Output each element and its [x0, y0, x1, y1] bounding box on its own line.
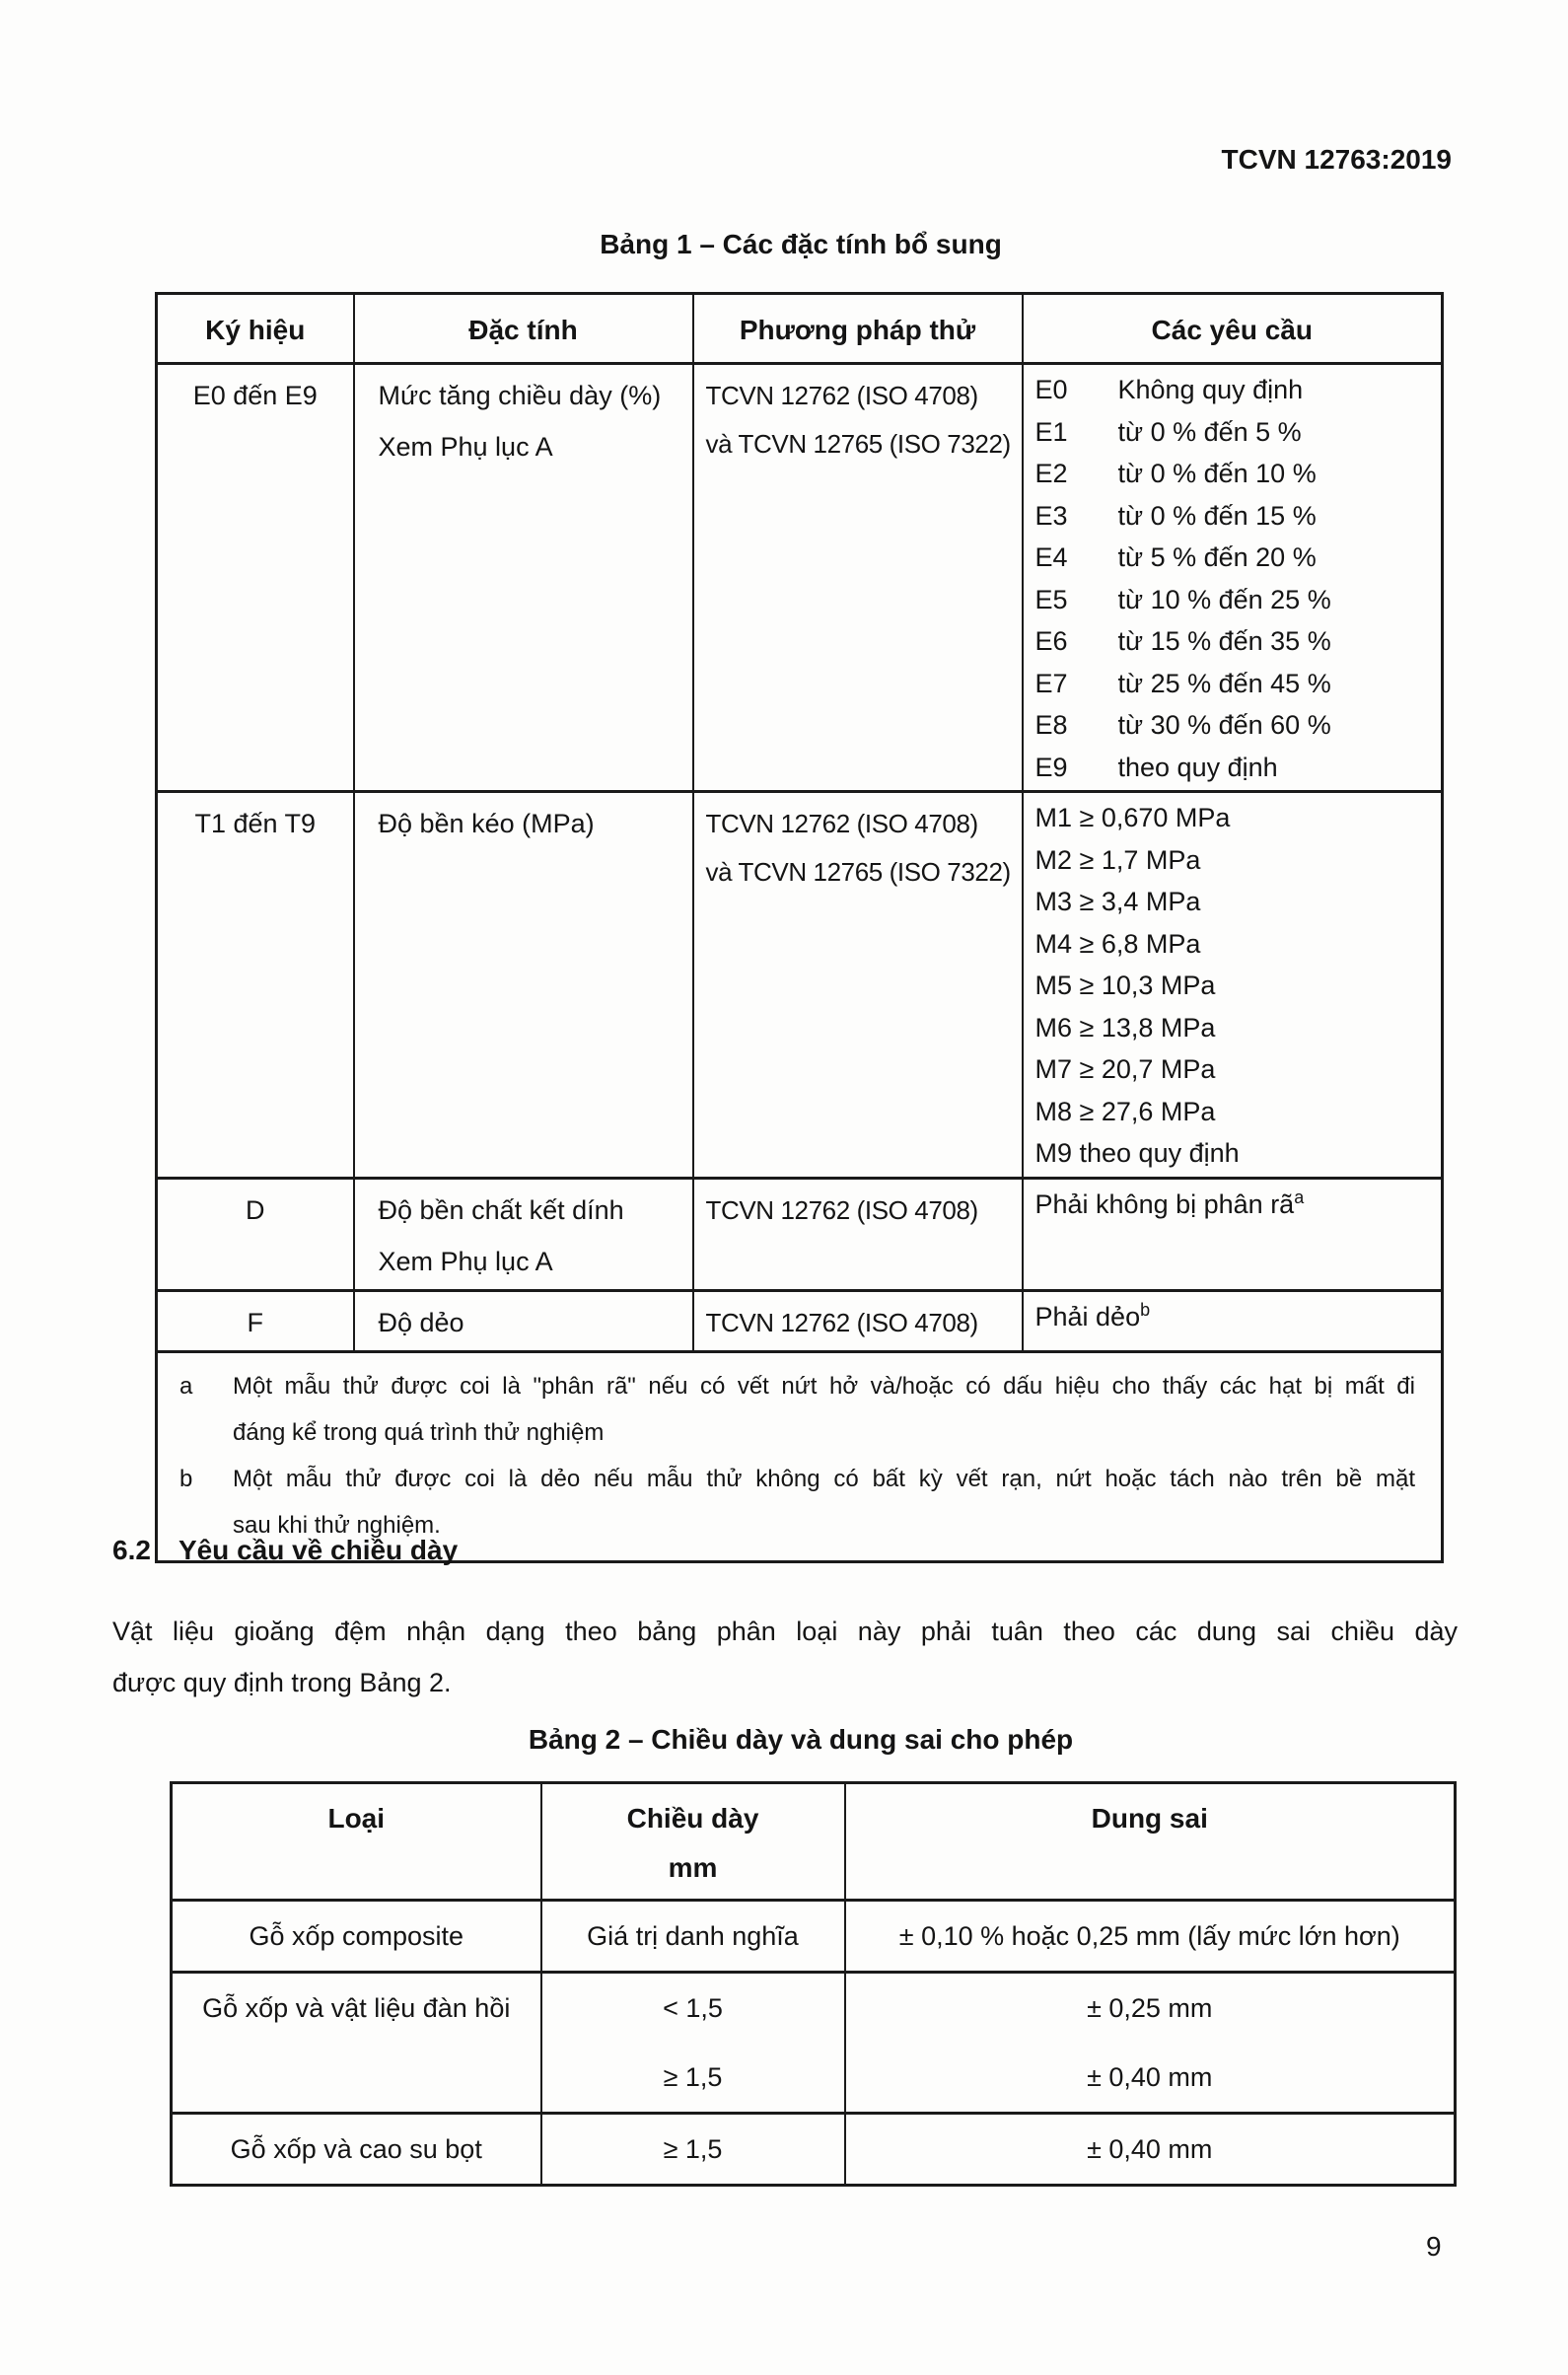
footnote-ref: a	[1294, 1187, 1305, 1207]
table-row	[172, 1973, 1456, 2114]
property-line: Độ dẻo	[378, 1307, 464, 1337]
requirement-item	[1035, 620, 1438, 663]
property-line: Mức tăng chiều dày (%)	[378, 381, 662, 410]
footnote-line: sau khi thử nghiệm.	[233, 1511, 441, 1539]
requirement-line: M1 ≥ 0,670 MPa	[1034, 803, 1231, 832]
body-paragraph	[112, 1606, 1458, 1708]
requirements-cell	[1023, 792, 1443, 1179]
thickness-cell	[541, 1901, 845, 1973]
tolerance-text: ± 0,40 mm	[1087, 2061, 1213, 2092]
method-cell	[693, 1178, 1023, 1290]
requirement-line: M9 theo quy định	[1034, 1138, 1240, 1168]
requirement-item	[1035, 704, 1438, 747]
requirement-line: M6 ≥ 13,8 MPa	[1034, 1012, 1216, 1043]
requirements-cell	[1023, 364, 1443, 792]
page-number: 9	[1426, 2231, 1442, 2262]
tolerance-cell	[845, 1973, 1456, 2114]
req-code: E9	[1034, 752, 1068, 782]
requirement-line: M5 ≥ 10,3 MPa	[1034, 971, 1216, 1000]
req-text: theo quy định	[1117, 752, 1278, 782]
method-cell	[693, 364, 1023, 792]
footnote-text	[233, 1363, 1415, 1456]
footnote-a	[179, 1363, 1415, 1456]
type-cell	[172, 2114, 541, 2186]
type-cell	[172, 1973, 541, 2114]
property-line: Xem Phụ lục A	[378, 1246, 553, 1276]
method-line: TCVN 12762 (ISO 4708)	[705, 1307, 978, 1337]
method-cell	[693, 1290, 1023, 1351]
footnote-line: Một mẫu thử được coi là "phân rã" nếu có vết nứt hở và/hoặc có dấu hiệu cho thấy các hạt bị mất đi	[233, 1372, 1415, 1400]
req-text: từ 0 % đến 10 %	[1117, 459, 1317, 488]
thickness-text: Giá trị danh nghĩa	[587, 1920, 799, 1951]
paragraph-line: được quy định trong Bảng 2.	[112, 1668, 452, 1697]
tolerance-cell	[845, 2114, 1456, 2186]
req-code: E7	[1034, 668, 1068, 698]
req-text: từ 25 % đến 45 %	[1117, 668, 1331, 698]
symbol-cell: F	[157, 1290, 354, 1351]
requirement-item	[1035, 453, 1438, 495]
type-text: Gỗ xốp và vật liệu đàn hồi	[202, 1992, 511, 2023]
table-row	[157, 1178, 1443, 1290]
table2-header-row	[172, 1783, 1456, 1901]
requirement-item	[1035, 411, 1438, 454]
table-row	[157, 1290, 1443, 1351]
table1-col-symbol: Ký hiệu	[157, 294, 354, 364]
type-text: Gỗ xốp và cao su bọt	[230, 2133, 482, 2164]
table-row	[172, 2114, 1456, 2186]
thickness-unit: mm	[668, 1852, 718, 1883]
property-line: Độ bền kéo (MPa)	[378, 809, 595, 838]
table2-col-type: Loại	[172, 1783, 541, 1901]
requirement-line: M8 ≥ 27,6 MPa	[1034, 1096, 1216, 1126]
property-cell	[354, 364, 693, 792]
requirement-line: M4 ≥ 6,8 MPa	[1034, 928, 1201, 959]
req-code: E2	[1034, 459, 1068, 488]
symbol-cell: D	[157, 1178, 354, 1290]
property-cell	[354, 1178, 693, 1290]
requirement-item	[1035, 369, 1438, 411]
req-text: từ 10 % đến 25 %	[1117, 584, 1331, 614]
tolerance-text: ± 0,10 % hoặc 0,25 mm (lấy mức lớn hơn)	[898, 1920, 1400, 1951]
section-heading	[112, 1535, 458, 1566]
footnote-ref: b	[1140, 1299, 1151, 1320]
standard-reference: TCVN 12763:2019	[1221, 144, 1452, 175]
footnote-marker: b	[179, 1465, 193, 1492]
table1-title: Bảng 1 – Các đặc tính bổ sung	[600, 229, 1002, 259]
paragraph-line: Vật liệu gioăng đệm nhận dạng theo bảng phân loại này phải tuân theo các dung sai chiều dày	[112, 1617, 1458, 1646]
thickness-label: Chiều dày	[626, 1803, 759, 1834]
property-cell	[354, 792, 693, 1179]
type-cell	[172, 1901, 541, 1973]
requirement-line	[1035, 1184, 1438, 1226]
method-line: TCVN 12762 (ISO 4708)	[705, 1194, 978, 1225]
table1-col-property: Đặc tính	[354, 294, 693, 364]
thickness-text: < 1,5	[663, 1992, 723, 2023]
footnote-line: Một mẫu thử được coi là dẻo nếu mẫu thử không có bất kỳ vết rạn, nứt hoặc tách nào trên bề mặt	[233, 1465, 1415, 1492]
requirement-line: M2 ≥ 1,7 MPa	[1034, 844, 1201, 875]
footnotes-cell	[157, 1351, 1443, 1561]
symbol-cell: T1 đến T9	[157, 792, 354, 1179]
table-row	[157, 364, 1443, 792]
tolerance-cell	[845, 1901, 1456, 1973]
table2-col-tolerance: Dung sai	[845, 1783, 1456, 1901]
req-code: E0	[1034, 375, 1068, 404]
req-text: từ 5 % đến 20 %	[1117, 542, 1317, 572]
requirement-item	[1035, 579, 1438, 621]
property-line: Độ bền chất kết dính	[378, 1194, 624, 1225]
req-code: E1	[1034, 416, 1068, 447]
thickness-text: ≥ 1,5	[663, 2133, 723, 2164]
req-text: Phải không bị phân rã	[1034, 1188, 1295, 1219]
type-text: Gỗ xốp composite	[249, 1920, 464, 1951]
table-row	[157, 792, 1443, 1179]
req-code: E3	[1034, 500, 1068, 531]
table2-col-thickness	[541, 1783, 845, 1901]
property-cell	[354, 1290, 693, 1351]
requirement-item	[1035, 747, 1438, 789]
req-code: E8	[1034, 710, 1068, 740]
requirements-cell	[1023, 1290, 1443, 1351]
req-text: Phải dẻo	[1034, 1301, 1141, 1331]
footnote-marker: a	[179, 1372, 193, 1400]
req-code: E6	[1034, 626, 1068, 656]
req-text: từ 15 % đến 35 %	[1117, 626, 1331, 656]
thickness-cell	[541, 1973, 845, 2114]
requirement-line	[1035, 1296, 1438, 1338]
requirement-line: M7 ≥ 20,7 MPa	[1034, 1054, 1216, 1084]
table1-additional-properties	[155, 292, 1444, 1563]
req-code: E5	[1034, 584, 1068, 614]
requirement-line: M3 ≥ 3,4 MPa	[1034, 887, 1201, 916]
symbol-cell: E0 đến E9	[157, 364, 354, 792]
req-text: từ 0 % đến 5 %	[1117, 416, 1302, 447]
req-code: E4	[1034, 542, 1068, 572]
req-text: từ 0 % đến 15 %	[1117, 500, 1317, 531]
table1-col-requirements: Các yêu cầu	[1023, 294, 1443, 364]
section-number: 6.2	[112, 1535, 151, 1565]
req-text: từ 30 % đến 60 %	[1117, 710, 1331, 740]
table2-title: Bảng 2 – Chiều dày và dung sai cho phép	[528, 1724, 1074, 1755]
section-title: Yêu cầu về chiều dày	[178, 1535, 459, 1565]
method-cell	[693, 792, 1023, 1179]
thickness-cell	[541, 2114, 845, 2186]
table1-col-method: Phương pháp thử	[693, 294, 1023, 364]
method-line: TCVN 12762 (ISO 4708)	[705, 809, 978, 838]
tolerance-text: ± 0,25 mm	[1087, 1992, 1213, 2023]
thickness-text: ≥ 1,5	[663, 2061, 723, 2092]
method-line: và TCVN 12765 (ISO 7322)	[705, 857, 1011, 887]
footnotes-row	[157, 1351, 1443, 1561]
method-line: và TCVN 12765 (ISO 7322)	[705, 429, 1011, 459]
method-line: TCVN 12762 (ISO 4708)	[705, 381, 978, 410]
table1-header-row	[157, 294, 1443, 364]
footnote-line: đáng kể trong quá trình thử nghiệm	[233, 1418, 605, 1446]
requirements-cell	[1023, 1178, 1443, 1290]
tolerance-text: ± 0,40 mm	[1087, 2133, 1213, 2164]
requirement-item	[1035, 537, 1438, 579]
req-text: Không quy định	[1117, 375, 1304, 404]
table-row	[172, 1901, 1456, 1973]
property-line: Xem Phụ lục A	[378, 432, 553, 462]
requirement-item	[1035, 495, 1438, 538]
table2-thickness-tolerance	[170, 1781, 1457, 2187]
requirement-item	[1035, 663, 1438, 705]
